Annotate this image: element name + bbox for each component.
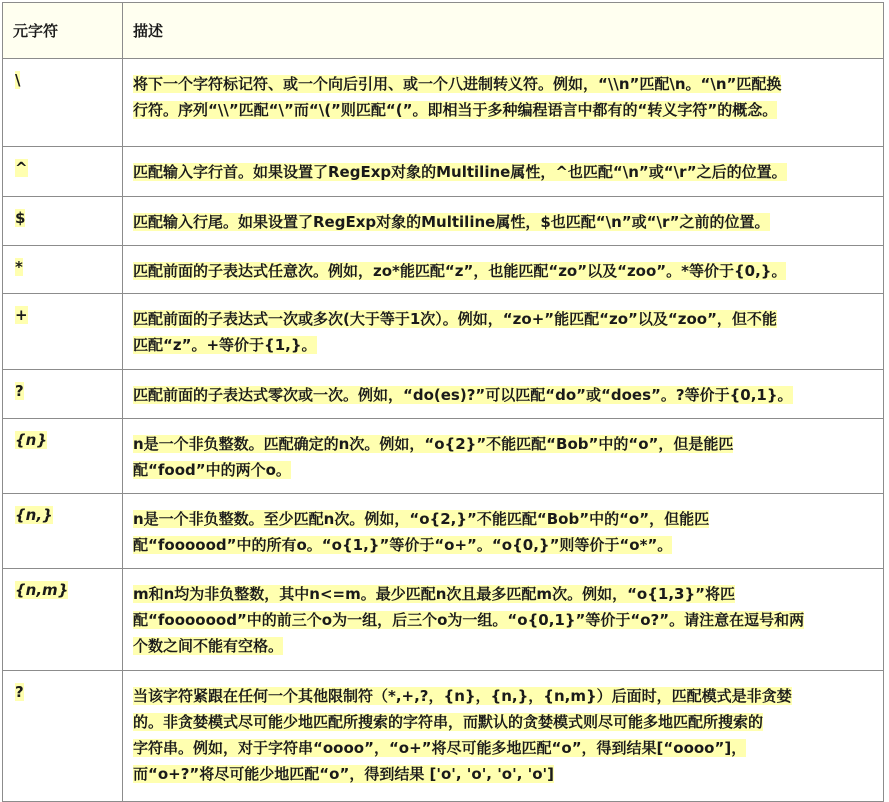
table-row (3, 246, 884, 294)
description-cell: n是一个非负整数。至少匹配n次。例如，“o{2,}”不能匹配“Bob”中的“o”，但能匹 配“foooood”中的所有o。“o{1,}”等价于“o+”。“o{0,}”则等价于“o*”。 (123, 494, 884, 569)
table-row (3, 419, 884, 494)
header-description: 描述 (123, 3, 884, 59)
description-cell: 匹配前面的子表达式任意次。例如，zo*能匹配“z”，也能匹配“zo”以及“zoo”。*等价于{0,}。 (123, 246, 884, 294)
table-row (3, 147, 884, 197)
table-row (3, 197, 884, 246)
description-cell: 匹配输入行尾。如果设置了RegExp对象的Multiline属性，$也匹配“\n”或“\r”之前的位置。 (123, 197, 884, 246)
description-cell: 匹配前面的子表达式一次或多次(大于等于1次）。例如，“zo+”能匹配“zo”以及“zoo”，但不能 匹配“z”。+等价于{1,}。 (123, 294, 884, 370)
metachar-cell: ? (3, 671, 123, 802)
regex-metachar-table (2, 2, 884, 802)
table-header-row (3, 3, 884, 59)
metachar-cell: {n,} (3, 494, 123, 569)
table-row (3, 569, 884, 671)
metachar-cell: \ (3, 59, 123, 147)
metachar-cell: {n} (3, 419, 123, 494)
metachar-cell: {n,m} (3, 569, 123, 671)
description-cell: 匹配输入字行首。如果设置了RegExp对象的Multiline属性，^也匹配“\n”或“\r”之后的位置。 (123, 147, 884, 197)
metachar-cell: + (3, 294, 123, 370)
header-metachar: 元字符 (3, 3, 123, 59)
table-row (3, 370, 884, 419)
description-cell: 将下一个字符标记符、或一个向后引用、或一个八进制转义符。例如，“\\n”匹配\n。“\n”匹配换 行符。序列“\\”匹配“\”而“\(”则匹配“(”。即相当于多种编程语言中都有的“转义字符”的概念。 (123, 59, 884, 147)
metachar-cell: * (3, 246, 123, 294)
description-cell: n是一个非负整数。匹配确定的n次。例如，“o{2}”不能匹配“Bob”中的“o”，但是能匹 配“food”中的两个o。 (123, 419, 884, 494)
table-row (3, 671, 884, 802)
table-row (3, 59, 884, 147)
metachar-cell: ? (3, 370, 123, 419)
table-row (3, 294, 884, 370)
metachar-cell: $ (3, 197, 123, 246)
metachar-cell: ^ (3, 147, 123, 197)
table-row (3, 494, 884, 569)
description-cell: 匹配前面的子表达式零次或一次。例如，“do(es)?”可以匹配“do”或“does”。?等价于{0,1}。 (123, 370, 884, 419)
description-cell: m和n均为非负整数，其中n<=m。最少匹配n次且最多匹配m次。例如，“o{1,3}”将匹 配“fooooood”中的前三个o为一组，后三个o为一组。“o{0,1}”等价于“o?”。请注意在逗号和两 个数之间不能有空格。 (123, 569, 884, 671)
description-cell: 当该字符紧跟在任何一个其他限制符（*,+,?，{n}，{n,}，{n,m}）后面时，匹配模式是非贪婪 的。非贪婪模式尽可能少地匹配所搜索的字符串，而默认的贪婪模式则尽可能多地匹配所搜索的 字符串。例如，对于字符串“oooo”，“o+”将尽可能多地匹配“o”，得到结果[“oooo”]， 而“o+?”将尽可能少地匹配“o”，得到结果 ['o', 'o', 'o', 'o'] (123, 671, 884, 802)
